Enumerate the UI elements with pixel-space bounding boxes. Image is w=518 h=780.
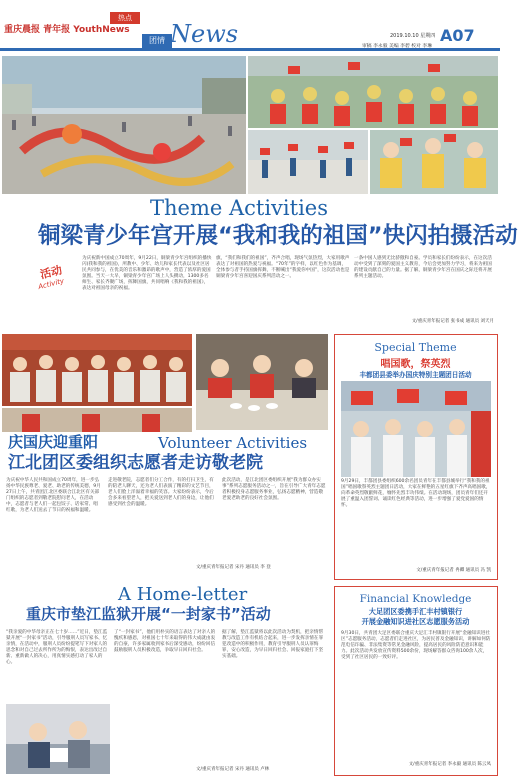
photo-dragon-formation <box>2 56 246 194</box>
newspaper-logo: 重庆晨报 青年报 YouthNews <box>4 25 130 35</box>
story3-column-2: 了“一封家书”，他们用朴实的语言表达了对亲人的愧疚和感恩，对祖国七十年来取得的伟大成就由衷的自豪，许多家属收到家书后深受感动，纷纷回信鼓励服刑人员积极改造，争取早日回归社会。 <box>114 630 216 653</box>
sidebar-special-theme <box>334 334 498 580</box>
story3-title-cn: 重庆市垫江监狱开展“一封家书”活动 <box>26 605 271 623</box>
story2-column-3: 此次活动，是江北团区委组织开展“我为群众办实事”系列志愿服务活动之一，旨在引导广大青年志愿者积极投身志愿服务事业，弘扬志愿精神，营造敬老爱老助老的良好社会氛围。 <box>222 478 326 501</box>
activity-stamp-cn: 活动 <box>38 263 64 282</box>
section-tag-bottom: 团情 <box>142 34 172 48</box>
photo-senior-visit <box>2 408 192 432</box>
photo-making-dumplings <box>196 334 328 430</box>
story1-title-cn: 铜梁青少年宫开展“我和我的祖国”快闪拍摄活动 <box>38 223 518 249</box>
section-tag-top: 热点 <box>110 12 140 24</box>
story2-byline: 文/重庆青年报记者 宋丹 通讯员 李 登 <box>196 565 271 570</box>
photo-volunteers-group <box>2 334 192 406</box>
photo-youth-with-flags <box>341 381 491 477</box>
side1-title-line1: 唱国歌，祭英烈 <box>380 359 451 370</box>
story1-byline: 文/重庆青年报记者 张书成 通讯员 刘天月 <box>411 319 494 324</box>
side2-title-line1: 大足团区委携手汇丰村镇银行 <box>368 607 463 616</box>
date-line: 2019.10.10 星期四 <box>390 33 436 39</box>
story1-column-3: 一条中国人感到无比骄傲和自豪。学员和家长们纷纷表示，在这次活动中受到了深刻的爱国主义教育，今后会更加努力学习，将来为祖国的建设贡献自己的力量。据了解，铜梁青少年宫在国庆之际还将开展系列主题活动。 <box>354 256 492 279</box>
story3-title-en: A Home-letter <box>118 584 248 605</box>
masthead <box>0 0 500 52</box>
side1-byline: 文/重庆青年报记者 冉卿 通讯员 冯 凯 <box>416 568 491 573</box>
side2-title-en: Financial Knowledge <box>359 593 472 605</box>
photo-flag-pathway <box>248 130 368 194</box>
page-number: A07 <box>440 26 475 45</box>
side2-body: 9月30日，共青团大足区委联合重庆大足汇丰村镇银行开展“金融知识进社区”志愿服务活动，志愿者们走进社区，为居民普及金融知识，讲解如何防范电信诈骗、非法集资等常见金融风险，提高居民的风险防范意识和能力。此次活动共发放宣传资料500余份，现场解答群众咨询100余人次，受到了社区居民的一致好评。 <box>341 631 491 660</box>
story3-byline: 文/重庆青年报记者 宋丹 通讯员 卢林 <box>196 767 270 772</box>
story1-column-2: 旗，“我们和我们的祖国”，齐声合唱，现场气氛热烈，大家用歌声表达了对祖国的热爱与祝福。“70年”的字样，以红色作为基调，全体参与者手持国旗挥舞，不断喊出“我爱你中国”，这次活动也是铜梁青少年宫喜迎国庆系列活动之一。 <box>216 256 350 279</box>
story2-title-cn2: 江北团区委组织志愿者走访敬老院 <box>8 453 263 473</box>
side1-body: 9月29日，丰都团县委组织600余名团员青年在丰都县城举行“我和我的祖国”唱国歌祭英烈主题团日活动，大家在鲜艳的五星红旗下齐声高唱国歌，向革命英烈敬献鲜花，缅怀先烈丰功伟绩。在活动现场，团员青年们还开展了重温入团誓词、诵读红色经典等活动，进一步增强了爱党爱国的情怀。 <box>341 479 491 508</box>
side2-title-line2: 开展金融知识进社区志愿服务活动 <box>361 617 470 626</box>
side1-title-en: Special Theme <box>374 341 457 354</box>
photo-children-outdoor <box>248 56 498 128</box>
activity-stamp <box>36 262 72 296</box>
story2-column-2: 走进敬老院，志愿者们分工合作，有的打扫卫生，有的陪老人聊天，还为老人们表演了精彩的文艺节目，老人们脸上洋溢着幸福的笑容。大家纷纷表示，今后会多来看望老人，把关爱送到老人们的身边，让他们感受到社会的温暖。 <box>108 478 214 507</box>
side2-byline: 文/重庆青年报记者 李永毅 通讯员 陈云凤 <box>408 762 491 767</box>
photo-kids-with-flags <box>370 130 498 194</box>
photo-letter-reading <box>6 704 110 774</box>
story2-title-cn1: 庆国庆迎重阳 <box>8 433 99 451</box>
story3-column-3: 据了解，垫江监狱将以此次活动为契机，把亲情帮教与改造工作有机结合起来，进一步发挥亲情在罪犯改造中的积极作用，教育引导服刑人员认罪悔罪，安心改造，为早日回归社会、回报家庭打下坚实基础。 <box>222 630 324 659</box>
story2-column-1: 为庆祝中华人民共和国成立70周年，进一步弘扬中华民族尊老、爱老、助老的传统美德，9月27日上午，共青团江北区委联合江北区有关部门组织的志愿者到敬老院慰问老人，在活动中，志愿者与老人们一起包饺子、话家常、唱红歌，为老人们送去了节日的祝福和温暖。 <box>6 478 101 513</box>
story3-column-1: “我亲爱的中华母亲正在七十岁……”近日，垫江监狱开展“一封家书”活动，引导服刑人员写家书、忆亲情，在活动中，服刑人员纷纷提笔写下对家人的思念和对自己过去所作所为的悔恨，表达出改过自新、重新做人的决心，用真情实感打动了家人的心。 <box>6 630 108 665</box>
story1-column-1: 为庆祝新中国成立70周年，9月22日，铜梁青少年宫组织的播快闪(我和我的祖国)，所教中、少年、幼儿和家长代表以及社区居民共同参与，在优美的音乐和激昂的歌声中，营造了浓厚的爱国氛围。当天一大早，铜梁青少年宫广场上人头攒动，1300多名师生、家长齐聚广场，挥舞国旗，共同唱响《我和我的祖国》，表达对祖国母亲的祝福。 <box>82 256 212 291</box>
sidebar-financial-knowledge <box>334 586 498 776</box>
story2-title-en: Volunteer Activities <box>158 434 308 452</box>
story1-title-en: Theme Activities <box>150 196 328 220</box>
side1-title-line2: 丰都团县委举办国庆特别主题团日活动 <box>359 371 472 379</box>
section-title-en: News <box>170 20 239 48</box>
staff-line: 审稿 李永毅 美编 李碧 校对 李琳 <box>362 44 432 49</box>
activity-stamp-en: Activity <box>37 276 65 292</box>
